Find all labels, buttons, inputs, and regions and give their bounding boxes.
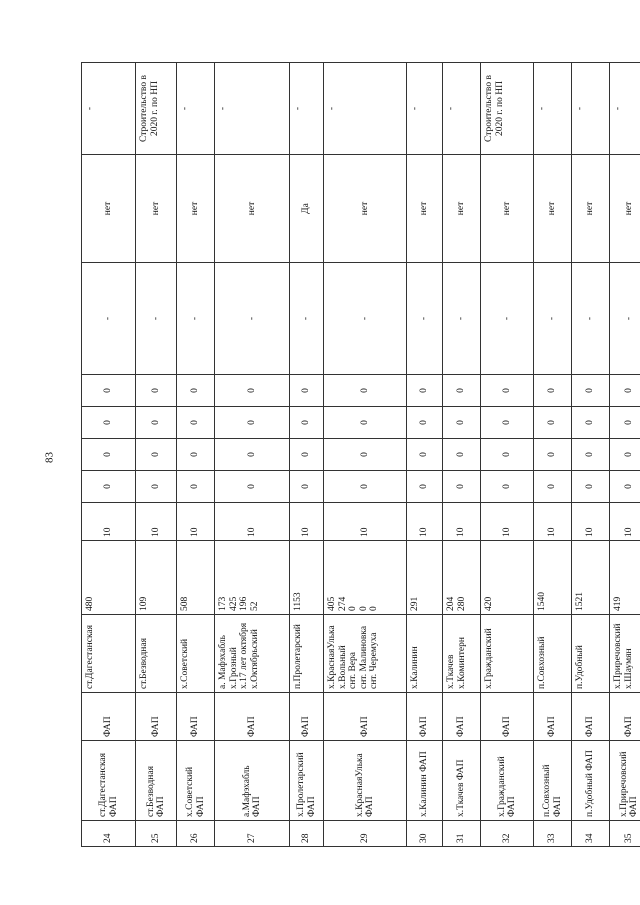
status-value: нет (443, 155, 481, 263)
metric-1: 0 (136, 471, 177, 503)
metric-2: 0 (324, 439, 407, 471)
distance-value: 10 (324, 503, 407, 541)
settlements: х.Приречовский х.Шаумян (610, 615, 640, 693)
facility-type: ФАП (215, 693, 290, 741)
facility-name: х.Приречовский ФАП (610, 741, 640, 821)
metric-2: 0 (407, 439, 443, 471)
rotated-table-wrapper (81, 63, 639, 847)
metric-1: 0 (481, 471, 534, 503)
facility-type: ФАП (481, 693, 534, 741)
facility-name: х.Калинин ФАП (407, 741, 443, 821)
metric-2: 0 (82, 439, 136, 471)
note-value: - (443, 63, 481, 155)
page-number: 83 (43, 452, 56, 463)
row-number: 32 (481, 821, 534, 847)
table-row (610, 63, 640, 847)
status-value: нет (572, 155, 610, 263)
table-row (177, 63, 215, 847)
distance-value: 10 (407, 503, 443, 541)
facility-type: ФАП (290, 693, 324, 741)
status-value: нет (177, 155, 215, 263)
metric-3: 0 (82, 407, 136, 439)
metric-3: 0 (443, 407, 481, 439)
facility-type: ФАП (324, 693, 407, 741)
facility-type: ФАП (407, 693, 443, 741)
metric-1: 0 (82, 471, 136, 503)
metric-3: 0 (534, 407, 572, 439)
dash-value: - (534, 263, 572, 375)
metric-3: 0 (177, 407, 215, 439)
row-number: 27 (215, 821, 290, 847)
distance-value: 10 (443, 503, 481, 541)
note-value: - (177, 63, 215, 155)
facility-name: х.КраснаяУлька ФАП (324, 741, 407, 821)
table-row (481, 63, 534, 847)
note-value: - (290, 63, 324, 155)
population: 419 (610, 541, 640, 615)
metric-4: 0 (290, 375, 324, 407)
metric-1: 0 (534, 471, 572, 503)
metric-4: 0 (610, 375, 640, 407)
distance-value: 10 (534, 503, 572, 541)
settlements: п.Удобный (572, 615, 610, 693)
table-row (215, 63, 290, 847)
table-row (407, 63, 443, 847)
settlements: п.Совхозный (534, 615, 572, 693)
dash-value: - (481, 263, 534, 375)
dash-value: - (572, 263, 610, 375)
distance-value: 10 (82, 503, 136, 541)
metric-4: 0 (407, 375, 443, 407)
metric-4: 0 (534, 375, 572, 407)
facility-name: х.Советский ФАП (177, 741, 215, 821)
table-body (82, 63, 640, 847)
facility-type: ФАП (610, 693, 640, 741)
note-value: - (610, 63, 640, 155)
metric-4: 0 (136, 375, 177, 407)
note-value: - (82, 63, 136, 155)
metric-1: 0 (572, 471, 610, 503)
table-row (324, 63, 407, 847)
facility-type: ФАП (534, 693, 572, 741)
settlements: ст.Дагестанская (82, 615, 136, 693)
row-number: 33 (534, 821, 572, 847)
dash-value: - (82, 263, 136, 375)
row-number: 31 (443, 821, 481, 847)
metric-1: 0 (290, 471, 324, 503)
metric-4: 0 (481, 375, 534, 407)
note-value: Строительство в 2020 г. по НП (136, 63, 177, 155)
metric-2: 0 (534, 439, 572, 471)
metric-4: 0 (82, 375, 136, 407)
settlements: х.КраснаяУлька х.Вольный снт. Вера снт. Малиновка снт. Черемуха (324, 615, 407, 693)
metric-3: 0 (481, 407, 534, 439)
distance-value: 10 (177, 503, 215, 541)
settlements: х.Гражданский (481, 615, 534, 693)
metric-4: 0 (443, 375, 481, 407)
population: 109 (136, 541, 177, 615)
status-value: Да (290, 155, 324, 263)
table-row (443, 63, 481, 847)
metric-4: 0 (324, 375, 407, 407)
status-value: нет (610, 155, 640, 263)
note-value: - (534, 63, 572, 155)
metric-3: 0 (290, 407, 324, 439)
metric-1: 0 (443, 471, 481, 503)
metric-1: 0 (610, 471, 640, 503)
facility-type: ФАП (443, 693, 481, 741)
metric-2: 0 (290, 439, 324, 471)
facility-name: х.Пролетарский ФАП (290, 741, 324, 821)
distance-value: 10 (290, 503, 324, 541)
table-row (82, 63, 136, 847)
metric-1: 0 (177, 471, 215, 503)
population: 1521 (572, 541, 610, 615)
metric-2: 0 (481, 439, 534, 471)
metric-3: 0 (215, 407, 290, 439)
metric-2: 0 (610, 439, 640, 471)
metric-3: 0 (324, 407, 407, 439)
facility-name: ст.Дагестанская ФАП (82, 741, 136, 821)
dash-value: - (290, 263, 324, 375)
status-value: нет (82, 155, 136, 263)
facility-name: х.Гражданский ФАП (481, 741, 534, 821)
metric-3: 0 (407, 407, 443, 439)
distance-value: 10 (481, 503, 534, 541)
status-value: нет (481, 155, 534, 263)
row-number: 29 (324, 821, 407, 847)
facility-name: п.Удобный ФАП (572, 741, 610, 821)
facilities-table (81, 62, 640, 847)
note-value: - (407, 63, 443, 155)
distance-value: 10 (610, 503, 640, 541)
metric-1: 0 (407, 471, 443, 503)
population: 1540 (534, 541, 572, 615)
dash-value: - (136, 263, 177, 375)
settlements: х.Калинин (407, 615, 443, 693)
population: 173 425 196 52 (215, 541, 290, 615)
population: 405 274 0 0 0 (324, 541, 407, 615)
facility-type: ФАП (572, 693, 610, 741)
metric-4: 0 (177, 375, 215, 407)
status-value: нет (534, 155, 572, 263)
facility-type: ФАП (82, 693, 136, 741)
row-number: 30 (407, 821, 443, 847)
metric-2: 0 (177, 439, 215, 471)
row-number: 35 (610, 821, 640, 847)
facility-name: а.Мафэхабль ФАП (215, 741, 290, 821)
population: 1153 (290, 541, 324, 615)
status-value: нет (407, 155, 443, 263)
population: 420 (481, 541, 534, 615)
metric-4: 0 (572, 375, 610, 407)
facility-name: х.Ткачев ФАП (443, 741, 481, 821)
row-number: 25 (136, 821, 177, 847)
table-row (572, 63, 610, 847)
population: 480 (82, 541, 136, 615)
status-value: нет (215, 155, 290, 263)
facility-type: ФАП (177, 693, 215, 741)
note-value: - (215, 63, 290, 155)
row-number: 24 (82, 821, 136, 847)
population: 508 (177, 541, 215, 615)
metric-1: 0 (215, 471, 290, 503)
dash-value: - (610, 263, 640, 375)
status-value: нет (136, 155, 177, 263)
distance-value: 10 (136, 503, 177, 541)
metric-3: 0 (136, 407, 177, 439)
status-value: нет (324, 155, 407, 263)
settlements: а. Мафэхабль х.Грозный х.17 лет октября х.Октябрьский (215, 615, 290, 693)
facility-type: ФАП (136, 693, 177, 741)
note-value: - (324, 63, 407, 155)
settlements: х.Ткачев х.Коминтерн (443, 615, 481, 693)
metric-2: 0 (136, 439, 177, 471)
distance-value: 10 (215, 503, 290, 541)
note-value: Строительство в 2020 г. по НП (481, 63, 534, 155)
metric-3: 0 (610, 407, 640, 439)
row-number: 34 (572, 821, 610, 847)
table-row (290, 63, 324, 847)
metric-4: 0 (215, 375, 290, 407)
row-number: 28 (290, 821, 324, 847)
metric-2: 0 (443, 439, 481, 471)
settlements: п.Пролетарский (290, 615, 324, 693)
dash-value: - (443, 263, 481, 375)
metric-1: 0 (324, 471, 407, 503)
row-number: 26 (177, 821, 215, 847)
metric-3: 0 (572, 407, 610, 439)
population: 291 (407, 541, 443, 615)
dash-value: - (215, 263, 290, 375)
metric-2: 0 (572, 439, 610, 471)
note-value: - (572, 63, 610, 155)
population: 204 280 (443, 541, 481, 615)
dash-value: - (324, 263, 407, 375)
dash-value: - (407, 263, 443, 375)
metric-2: 0 (215, 439, 290, 471)
settlements: ст.Безводная (136, 615, 177, 693)
dash-value: - (177, 263, 215, 375)
facility-name: ст.Безводная ФАП (136, 741, 177, 821)
facility-name: п.Совхозный ФАП (534, 741, 572, 821)
distance-value: 10 (572, 503, 610, 541)
settlements: х.Советский (177, 615, 215, 693)
table-row (534, 63, 572, 847)
table-row (136, 63, 177, 847)
